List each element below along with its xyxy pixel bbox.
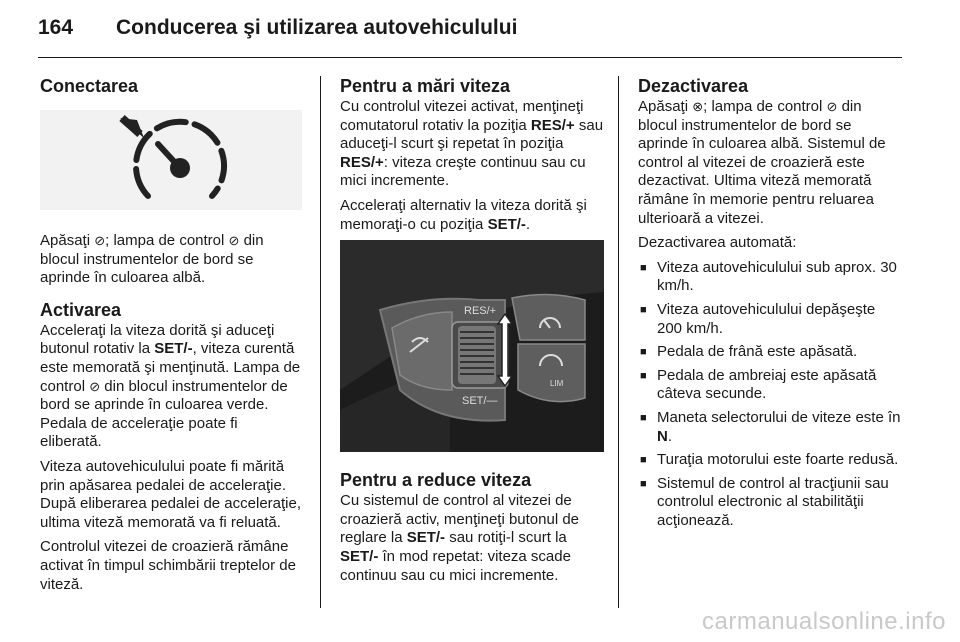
list-item: ■ Viteza autovehiculului sub aprox. 30 km/h.	[638, 259, 904, 296]
cruise-control-indicator-icon: ⊘	[94, 233, 106, 248]
cruise-control-indicator-icon: ⊘	[826, 99, 838, 114]
section-heading-activation: Activarea	[40, 299, 122, 320]
rotary-adjust-wheel	[458, 326, 496, 384]
steering-wheel-controls-photo	[340, 240, 604, 452]
list-item: ■ Sistemul de control al tracţiunii sau controlul electronic al stabilităţii acţionează.	[638, 475, 904, 531]
increase-paragraph: Cu controlul vitezei activat, menţineţi comutatorul rotativ la poziţia RES/+ sau aduceţi-l scurt şi repetat în poziţia RES/+: viteza creşte continuu sau cu mici incremente.	[340, 98, 604, 190]
page-header	[38, 16, 517, 40]
watermark: carmanualsonline.info	[702, 608, 946, 635]
column-1	[40, 76, 302, 600]
cruise-off-icon: ⊗	[692, 99, 704, 114]
column-divider-2	[618, 76, 619, 608]
auto-deactivation-label: Dezactivarea automată:	[638, 234, 797, 252]
deactivation-paragraph: Apăsaţi ⊗; lampa de control ⊘ din blocul instrumentelor de bord se aprinde în culoarea albă. Sistemul de control al vitezei de croazieră este dezactivat. Ultima viteză memorată rămâne în memorie pentru reluarea ulterioară a vitezei.	[638, 98, 886, 227]
gearshift-paragraph: Controlul vitezei de croazieră rămâne activat în timpul schimbării treptelor de viteză.	[40, 538, 296, 593]
page-number: 164	[38, 16, 74, 39]
header-rule	[38, 57, 902, 58]
page-title: Conducerea şi utilizarea autovehiculului	[116, 16, 518, 39]
list-item: ■ Maneta selectorului de viteze este în N.	[638, 409, 904, 446]
decrease-paragraph: Cu sistemul de control al vitezei de croazieră activ, menţineţi butonul de reglare la SET/- sau rotiţi-l scurt la SET/- în mod repetat: viteza scade continuu sau cu mici incremente.	[340, 492, 580, 584]
cruise-control-illustration	[40, 110, 302, 210]
auto-deactivation-list	[638, 259, 904, 531]
section-heading-deactivation: Dezactivarea	[638, 76, 749, 96]
list-item: ■ Turaţia motorului este foarte redusă.	[638, 451, 904, 470]
list-item: ■ Pedala de frână este apăsată.	[638, 343, 904, 362]
section-heading-decrease: Pentru a reduce viteza	[340, 470, 532, 491]
activation-paragraph: Acceleraţi la viteza dorită şi aduceţi butonul rotativ la SET/-, viteza curentă este memorată şi menţinută. Lampa de control ⊘ din blocul instrumentelor de bord se aprinde în culoarea verde. Pedala de acceleraţie poate fi eliberată.	[40, 321, 301, 451]
cruise-control-symbol-icon	[40, 110, 302, 210]
list-item: ■ Pedala de ambreiaj este apăsată câteva secunde.	[638, 367, 904, 404]
section-heading-connect: Conectarea	[40, 76, 139, 96]
set-label: SET/—	[462, 395, 498, 408]
cruise-control-indicator-icon: ⊘	[89, 378, 101, 394]
column-divider-1	[320, 76, 321, 608]
list-item: ■ Viteza autovehiculului depăşeşte 200 km/h.	[638, 301, 904, 338]
section-heading-increase: Pentru a mări viteza	[340, 76, 511, 96]
accelerator-paragraph: Viteza autovehiculului poate fi mărită prin apăsarea pedalei de acceleraţie. După eliberarea pedalei de acceleraţie, ultima viteză memorată va fi reluată.	[40, 457, 302, 531]
connect-paragraph: Apăsaţi ⊘; lampa de control ⊘ din blocul instrumentelor de bord se aprinde în culoarea albă.	[40, 232, 264, 287]
store-speed-paragraph: Acceleraţi alternativ la viteza dorită şi memoraţi-o cu poziţia SET/-.	[340, 196, 587, 233]
lim-label: LIM	[550, 379, 564, 389]
res-label: RES/+	[464, 305, 497, 318]
cruise-control-indicator-icon: ⊘	[228, 233, 240, 248]
column-2	[340, 76, 604, 591]
column-3	[638, 76, 904, 535]
